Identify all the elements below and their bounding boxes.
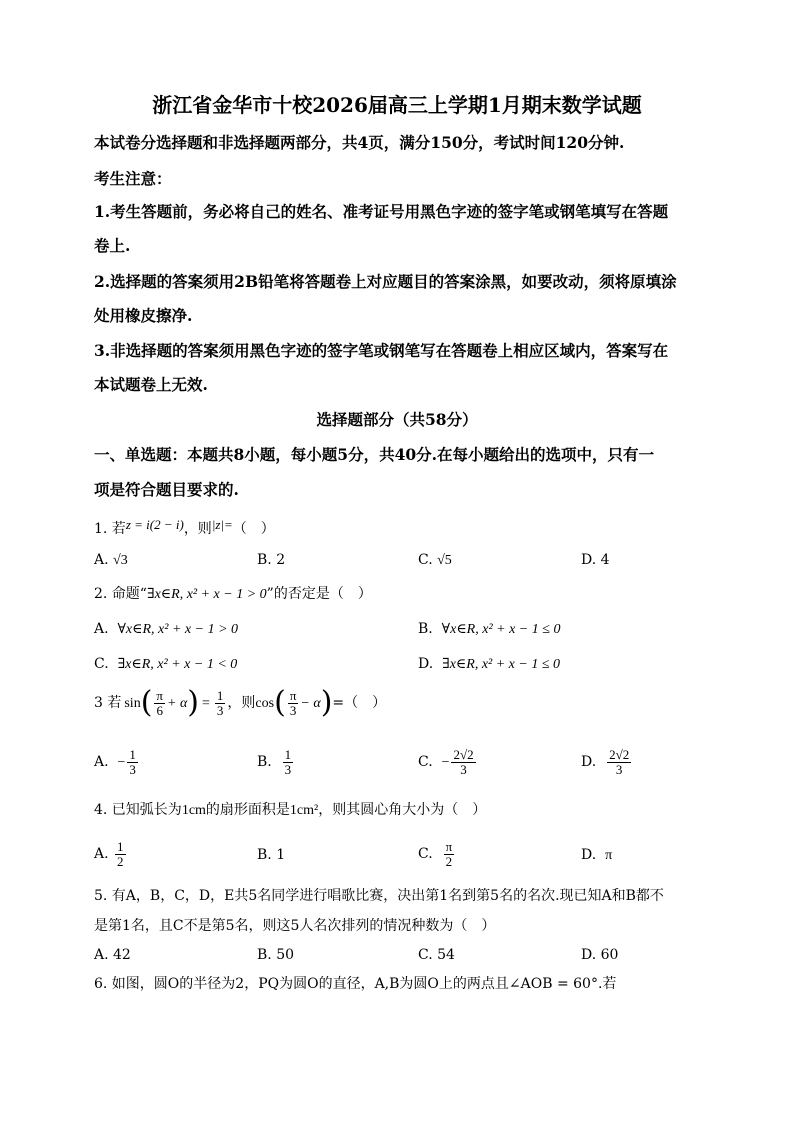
option-label: A. — [94, 552, 109, 568]
q3-cos: cos — [255, 696, 275, 711]
q4-area: 1cm² — [289, 803, 319, 818]
q2-expression: ∃x∈R, x² + x − 1 > 0 — [146, 587, 267, 602]
question-5-line-2: 是第1名，且C不是第5名，则这5人名次排列的情况种数为（ ） — [94, 918, 496, 934]
option-value: ∀x∈R, x² + x − 1 > 0 — [117, 622, 239, 637]
q4-text: 4. 已知弧长为 — [94, 802, 182, 818]
q1-option-a — [94, 552, 128, 570]
notice-item-2: 2.选择题的答案须用2B铅笔将答题卷上对应题目的答案涂黑，如要改动，须将原填涂 — [94, 272, 677, 291]
option-label: B. — [257, 754, 272, 771]
numerator: π — [289, 687, 297, 703]
right-paren: ) — [320, 685, 333, 720]
q1-option-c — [418, 552, 452, 570]
denominator: 3 — [460, 761, 467, 777]
numerator: 2√2 — [609, 747, 630, 762]
question-1 — [94, 517, 275, 538]
left-paren: ( — [140, 685, 153, 720]
q4-option-a — [94, 840, 128, 868]
question-2 — [94, 586, 372, 604]
notice-item-1: 1.考生答题前，务必将自己的姓名、准考证号用黑色字迹的签字笔或钢笔填写在答题 — [94, 202, 669, 221]
q3-equals: = — [202, 696, 210, 711]
notice-item-1-cont: 卷上. — [94, 236, 131, 255]
q5-option-d: D. 60 — [581, 947, 619, 963]
numerator: 1 — [117, 839, 124, 854]
intro-line: 本试卷分选择题和非选择题两部分，共4页，满分150分，考试时间120分钟. — [94, 133, 625, 152]
notice-item-3-cont: 本试题卷上无效. — [94, 375, 208, 394]
notice-item-3: 3.非选择题的答案须用黑色字迹的签字笔或钢笔写在答题卷上相应区域内，答案写在 — [94, 341, 669, 360]
notice-item-2-cont: 处用橡皮擦净. — [94, 306, 193, 325]
q3-fraction-pi-3 — [288, 689, 299, 717]
option-fraction — [127, 748, 138, 776]
numerator: π — [156, 687, 163, 703]
q5-option-a: A. 42 — [94, 947, 131, 963]
numerator: 1 — [216, 687, 224, 703]
q4-arc-length: 1cm — [181, 803, 206, 818]
option-label: B. — [418, 621, 433, 637]
q2-option-b — [418, 621, 560, 639]
q3-sin: sin — [124, 696, 141, 711]
q3-fraction-1-3 — [215, 689, 226, 717]
q3-plus-alpha: + α — [167, 696, 188, 711]
denominator: 2 — [445, 853, 453, 869]
denominator: 3 — [289, 702, 297, 718]
q2-prefix: 2. 命题“ — [94, 586, 147, 602]
q3-tail: =（ ） — [332, 695, 387, 711]
q1-abs: |z|= — [211, 517, 233, 532]
page-title: 浙江省金华市十校2026届高三上学期1月期末数学试题 — [152, 93, 642, 117]
option-label: C. — [418, 846, 433, 863]
option-label: D. — [581, 847, 597, 863]
q3-option-c — [418, 748, 478, 776]
q4-option-d — [581, 847, 612, 865]
option-fraction — [115, 840, 126, 868]
q3-option-d — [581, 748, 633, 776]
option-value: √3 — [113, 553, 128, 568]
option-value: ∃x∈R, x² + x − 1 < 0 — [117, 657, 238, 672]
option-fraction — [444, 840, 455, 868]
q2-option-a — [94, 621, 238, 639]
part-instructions: 一、单选题：本题共8小题，每小题5分，共40分.在每小题给出的选项中，只有一 — [94, 445, 655, 464]
denominator: 3 — [216, 702, 224, 718]
q1-mid: ，则 — [183, 521, 212, 537]
question-3 — [94, 685, 387, 720]
q2-option-d — [418, 656, 560, 674]
option-sign: − — [441, 755, 450, 771]
right-paren: ) — [187, 685, 200, 720]
denominator: 2 — [117, 853, 124, 869]
option-sign: − — [117, 755, 126, 771]
q1-option-b: B. 2 — [257, 552, 286, 568]
option-label: C. — [94, 656, 109, 672]
denominator: 3 — [615, 761, 623, 777]
q3-minus-alpha: − α — [300, 696, 321, 711]
numerator: 1 — [284, 747, 292, 762]
numerator: π — [445, 839, 453, 854]
option-label: A. — [94, 621, 109, 637]
q4-option-b: B. 1 — [257, 847, 286, 863]
option-label: A. — [94, 754, 109, 771]
option-value: ∀x∈R, x² + x − 1 ≤ 0 — [441, 622, 561, 637]
q4-option-c — [418, 840, 456, 868]
q3-prefix: 3 若 — [94, 695, 122, 711]
option-fraction — [283, 748, 294, 776]
denominator: 6 — [156, 702, 163, 718]
numerator: 1 — [129, 747, 136, 762]
option-label: C. — [418, 754, 433, 771]
q1-tail: （ ） — [232, 521, 275, 537]
q2-tail: ”的否定是（ ） — [266, 586, 372, 602]
section-title: 选择题部分（共58分） — [316, 410, 478, 429]
q3-option-a — [94, 748, 140, 776]
option-value: √5 — [437, 553, 452, 568]
q5-option-b: B. 50 — [257, 947, 295, 963]
left-paren: ( — [274, 685, 286, 720]
q3-mid: ，则 — [227, 695, 256, 711]
q4-text: 的扇形面积是 — [205, 802, 290, 818]
question-4 — [94, 802, 486, 820]
q1-expression: z = i(2 − i) — [125, 517, 184, 532]
q2-option-c — [94, 656, 237, 674]
option-label: D. — [581, 754, 597, 771]
notice-heading: 考生注意： — [94, 169, 172, 188]
question-5-line-1: 5. 有A，B，C，D，E共5名同学进行唱歌比赛，决出第1名到第5名的名次.现已知A和B都不 — [94, 888, 664, 904]
q1-prefix: 1. 若 — [94, 521, 126, 537]
option-label: C. — [418, 552, 433, 568]
q5-option-c: C. 54 — [418, 947, 455, 963]
option-fraction — [607, 748, 631, 776]
numerator: 2√2 — [453, 747, 474, 762]
denominator: 3 — [129, 761, 136, 777]
option-fraction — [451, 748, 475, 776]
question-6-line-1: 6. 如图，圆O的半径为2，PQ为圆O的直径，A,B为圆O上的两点且∠AOB = 60°.若 — [94, 976, 617, 992]
q1-option-d: D. 4 — [581, 552, 610, 568]
q3-fraction-pi-6 — [154, 689, 165, 717]
option-value: ∃x∈R, x² + x − 1 ≤ 0 — [442, 657, 561, 672]
option-value: π — [605, 848, 613, 863]
q4-text: ，则其圆心角大小为（ ） — [318, 802, 487, 818]
part-instructions-cont: 项是符合题目要求的. — [94, 480, 239, 499]
option-label: A. — [94, 846, 109, 863]
q3-option-b — [257, 748, 295, 776]
option-label: D. — [418, 656, 434, 672]
denominator: 3 — [284, 761, 292, 777]
